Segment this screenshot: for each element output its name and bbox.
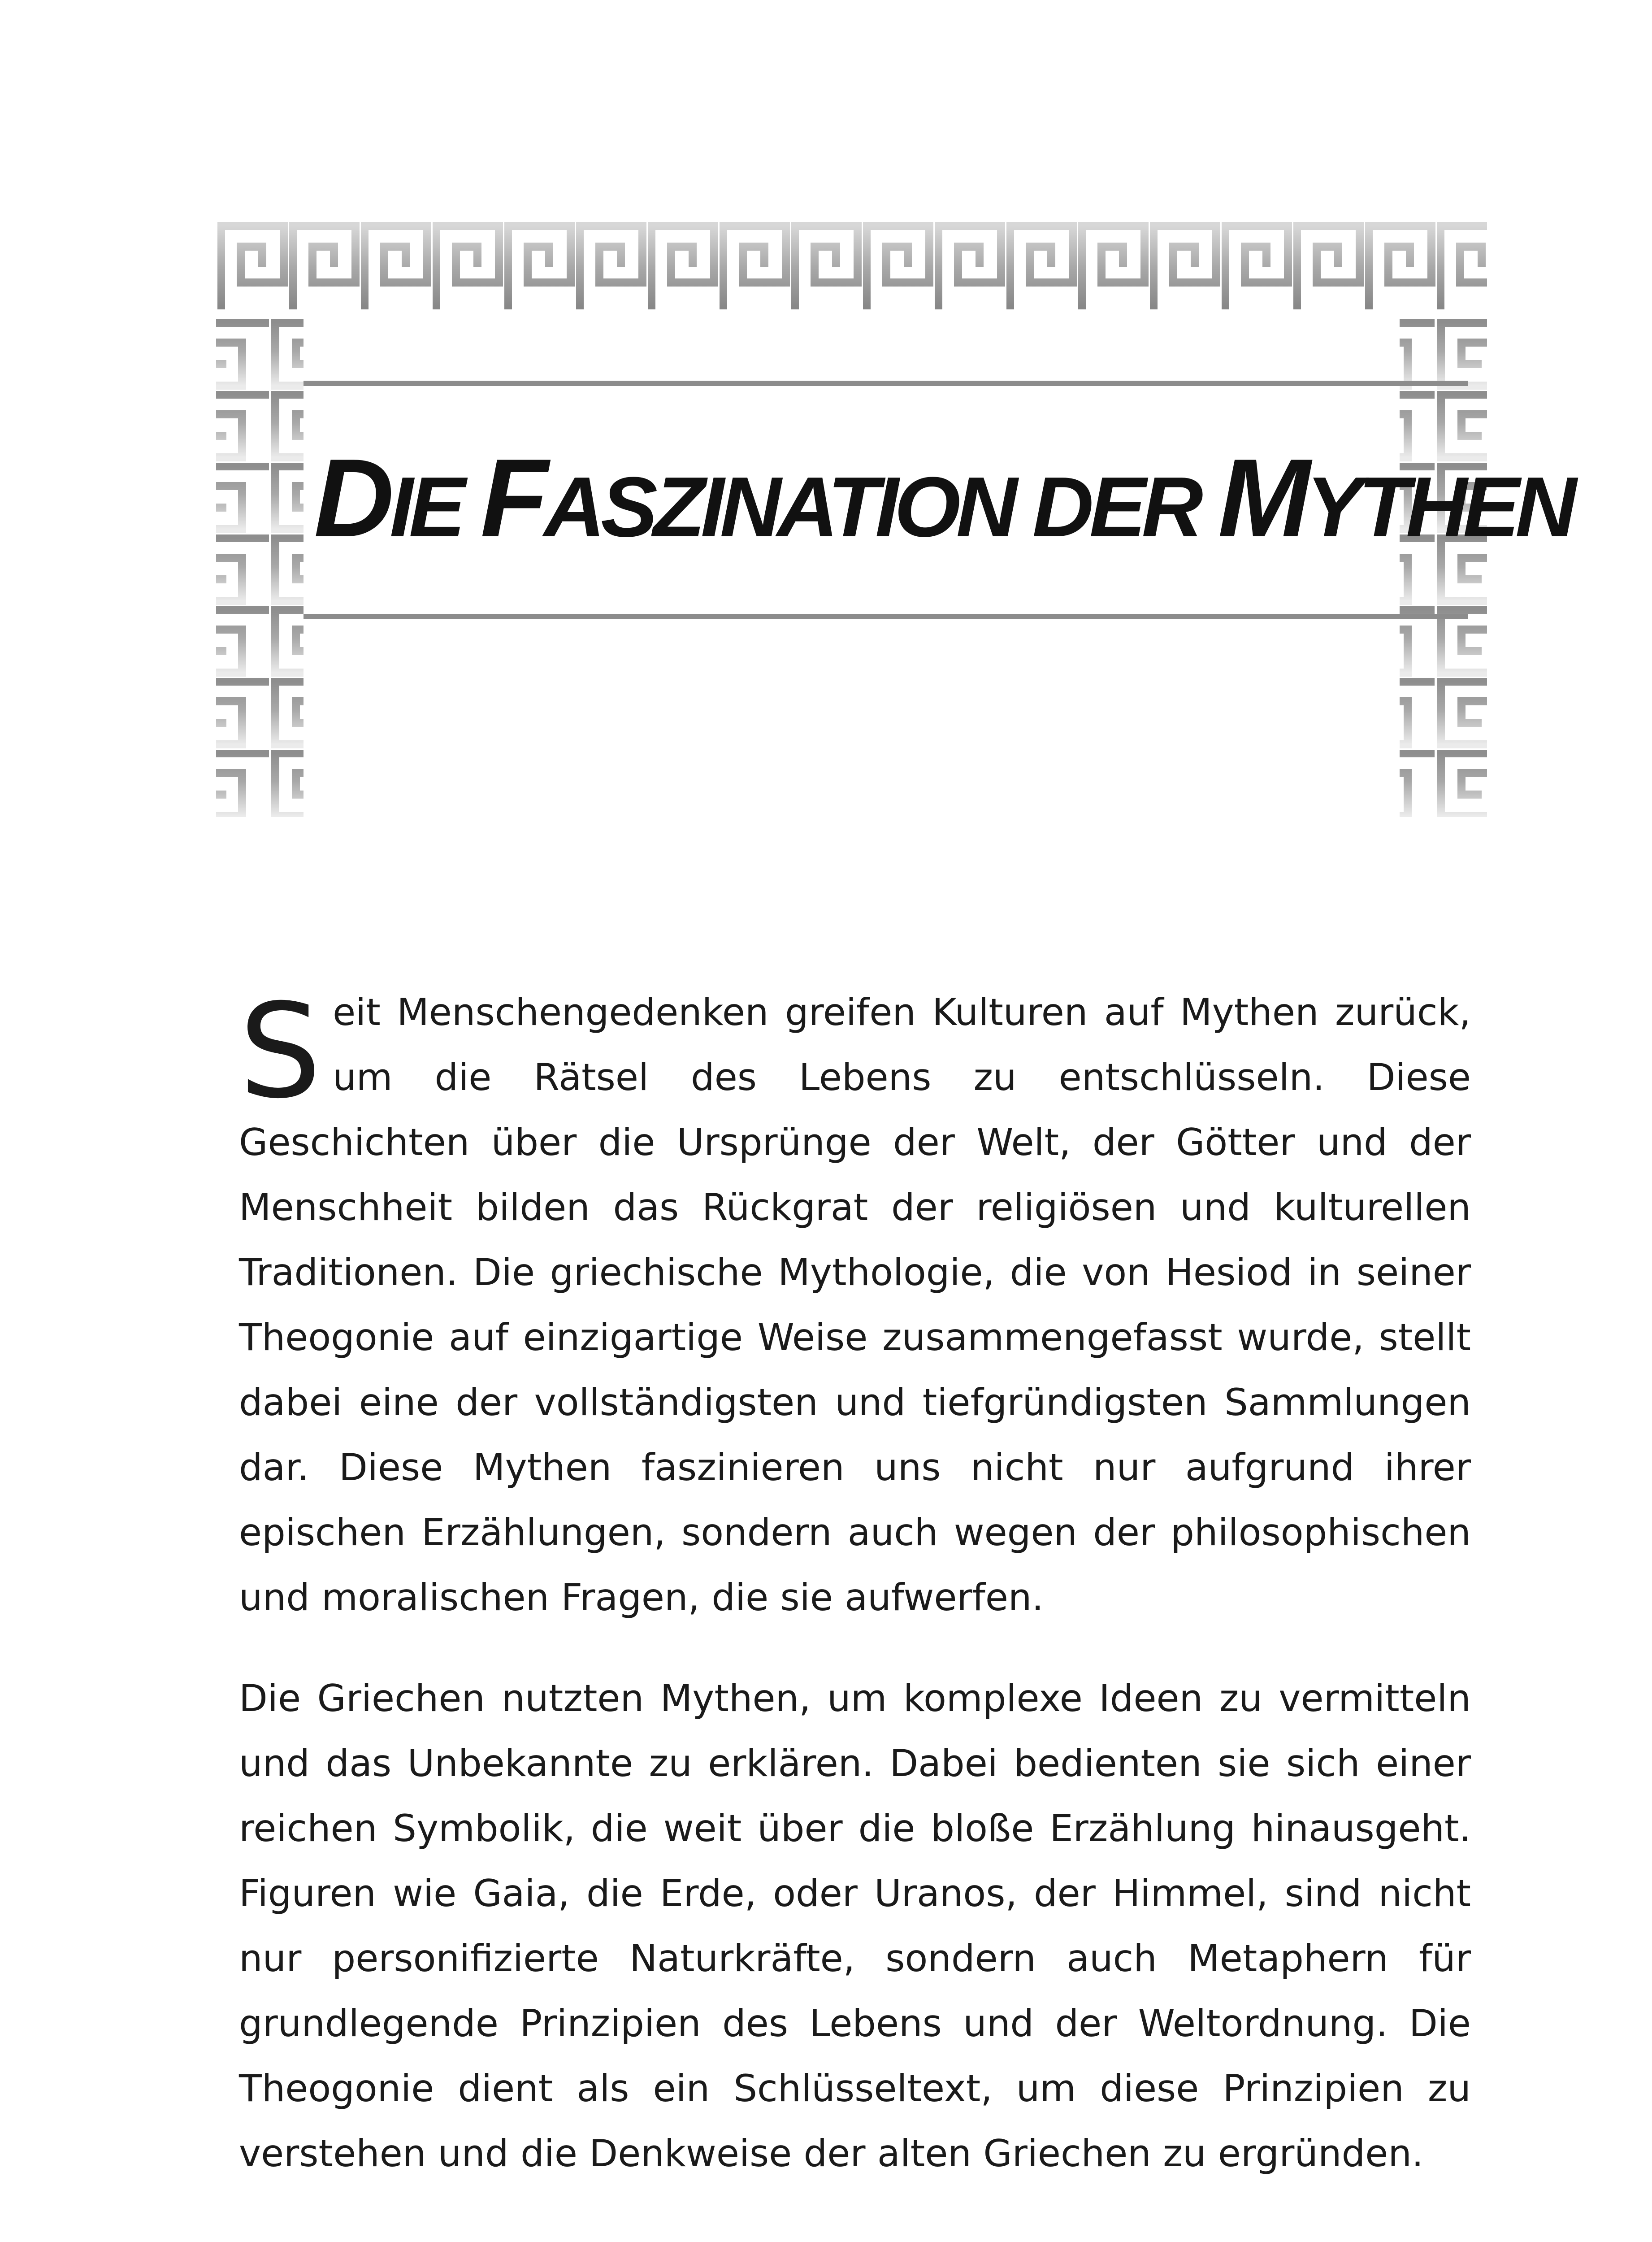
chapter-body bbox=[239, 976, 1471, 2186]
drop-cap: S bbox=[239, 976, 322, 1127]
paragraph-1 bbox=[239, 976, 1471, 1630]
paragraph-2: Die Griechen nutzten Mythen, um komplexe Ideen zu vermitteln und das Unbekannte zu erklären. Dabei bedienten sie sich einer reichen Symbolik, die weit über die bloße Erzählung hinausgeht. Figuren wie Gaia, die Erde, oder Uranos, der Himmel, sind nicht nur personifizierte Naturkräfte, sondern auch Metaphern für grundlegende Prinzipien des Lebens und der Weltordnung. Die Theogonie dient als ein Schlüsseltext, um diese Prinzipien zu verstehen und die Denkweise der alten Griechen zu ergründen. bbox=[239, 1677, 1471, 2175]
chapter-title bbox=[314, 435, 1573, 563]
meander-top-band bbox=[216, 220, 1487, 309]
title-segment: ASZINATION DER bbox=[543, 460, 1218, 555]
meander-right-column bbox=[1400, 319, 1487, 817]
meander-left-column bbox=[216, 319, 304, 817]
title-segment: YTHEN bbox=[1306, 460, 1573, 555]
title-segment: IE bbox=[390, 460, 481, 555]
paragraph-1-text: eit Menschengedenken greifen Kulturen auf Mythen zurück, um die Rätsel des Lebens zu entschlüsseln. Diese Geschichten über die Ursprünge der Welt, der Götter und der Menschheit bilden das Rückgrat der religiösen und kulturellen Traditionen. Die griechische Mythologie, die von Hesiod in seiner Theogonie auf einzigartige Weise zusammengefasst wurde, stellt dabei eine der vollständigsten und tiefgründigsten Sammlungen dar. Diese Mythen faszinieren uns nicht nur aufgrund ihrer epischen Erzählungen, sondern auch wegen der philosophischen und moralischen Fragen, die sie aufwerfen. bbox=[239, 991, 1471, 1619]
title-segment: F bbox=[480, 435, 544, 560]
title-segment: M bbox=[1218, 435, 1306, 560]
title-segment: D bbox=[314, 435, 390, 560]
